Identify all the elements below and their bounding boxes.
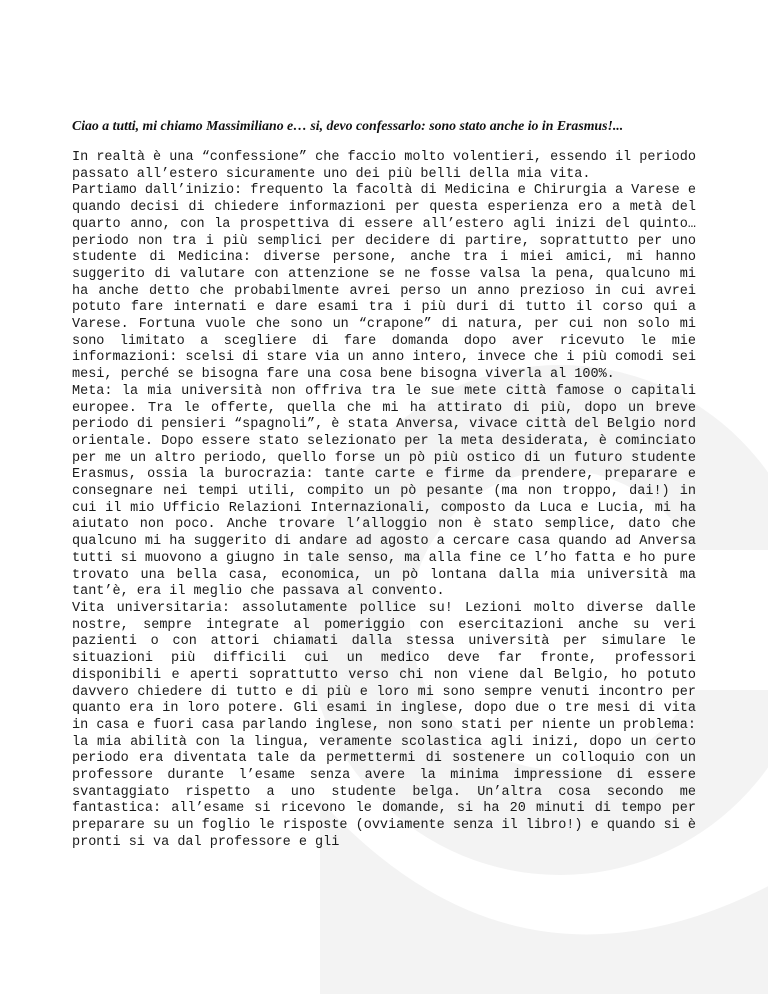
document-body xyxy=(72,117,696,852)
paragraph-university-life: Vita universitaria: assolutamente pollice su! Lezioni molto diverse dalle nostre, sempre integrate al pomeriggio con esercitazioni anche su veri pazienti o con attori chiamati dalla stessa università per simulare le situazioni più difficili cui un medico deve far fronte, professori disponibili e aperti soprattutto verso chi non viene dal Belgio, ho potuto davvero chiedere di tutto e di più e loro mi sono sempre venuti incontro per quanto era in loro potere. Gli esami in inglese, dopo due o tre mesi di vita in casa e fuori casa parlando inglese, non sono stati per niente un problema: la mia abilità con la lingua, veramente scolastica agli inizi, dopo un certo periodo era diventata tale da permettermi di sostenere un colloquio con un professore durante l’esame senza avere la minima impressione di essere svantaggiato rispetto a uno studente belga. Un’altra cosa secondo me fantastica: all’esame si ricevono le domande, si ha 20 minuti di tempo per preparare su un foglio le risposte (ovviamente senza il libro!) e quando si è pronti si va dal professore e gli xyxy=(72,600,696,850)
document-title: Ciao a tutti, mi chiamo Massimiliano e… si, devo confessarlo: sono stato anche io in Erasmus!... xyxy=(72,118,624,133)
paragraph-beginning: Partiamo dall’inizio: frequento la facoltà di Medicina e Chirurgia a Varese e quando decisi di chiedere informazioni per questa esperienza ero a metà del quarto anno, con la prospettiva di essere all’estero agli inizi del quinto… periodo non tra i più semplici per decidere di partire, soprattutto per uno studente di Medicina: diverse persone, anche tra i miei amici, mi hanno suggerito di valutare con attenzione se ne fosse valsa la pena, qualcuno mi ha anche detto che probabilmente avrei perso un anno prezioso in cui avrei potuto fare internati e dare esami tra i più duri di tutto il corso qui a Varese. Fortuna vuole che sono un “crapone” di natura, per cui non solo mi sono limitato a scegliere di fare domanda dopo aver ricevuto le mie informazioni: scelsi di stare via un anno intero, invece che i più comodi sei mesi, perché se bisogna fare una cosa bene bisogna viverla al 100%. xyxy=(72,183,696,383)
paragraph-intro: In realtà è una “confessione” che faccio molto volentieri, essendo il periodo passato all’estero sicuramente uno dei più belli della mia vita. xyxy=(72,150,696,182)
paragraph-destination: Meta: la mia università non offriva tra le sue mete città famose o capitali europee. Tra le offerte, quella che mi ha attirato di più, dopo un breve periodo di pensieri “spagnoli”, è stata Anversa, vivace città del Belgio nord orientale. Dopo essere stato selezionato per la meta desiderata, è cominciato per me un altro periodo, quello forse un pò più ostico di un futuro studente Erasmus, ossia la burocrazia: tante carte e firme da prendere, preparare e consegnare nei tempi utili, compito un pò pesante (ma non troppo, dai!) in cui il mio Ufficio Relazioni Internazionali, composto da Luca e Lucia, mi ha aiutato non poco. Anche trovare l’alloggio non è stato semplice, dato che qualcuno mi ha suggerito di andare ad agosto a cercare casa quando ad Anversa tutti si muovono a giugno in tale senso, ma alla fine ce l’ho fatta e ho pure trovato una bella casa, economica, un pò lontana dalla mia università ma tant’è, era il meglio che passava al convento. xyxy=(72,383,696,600)
